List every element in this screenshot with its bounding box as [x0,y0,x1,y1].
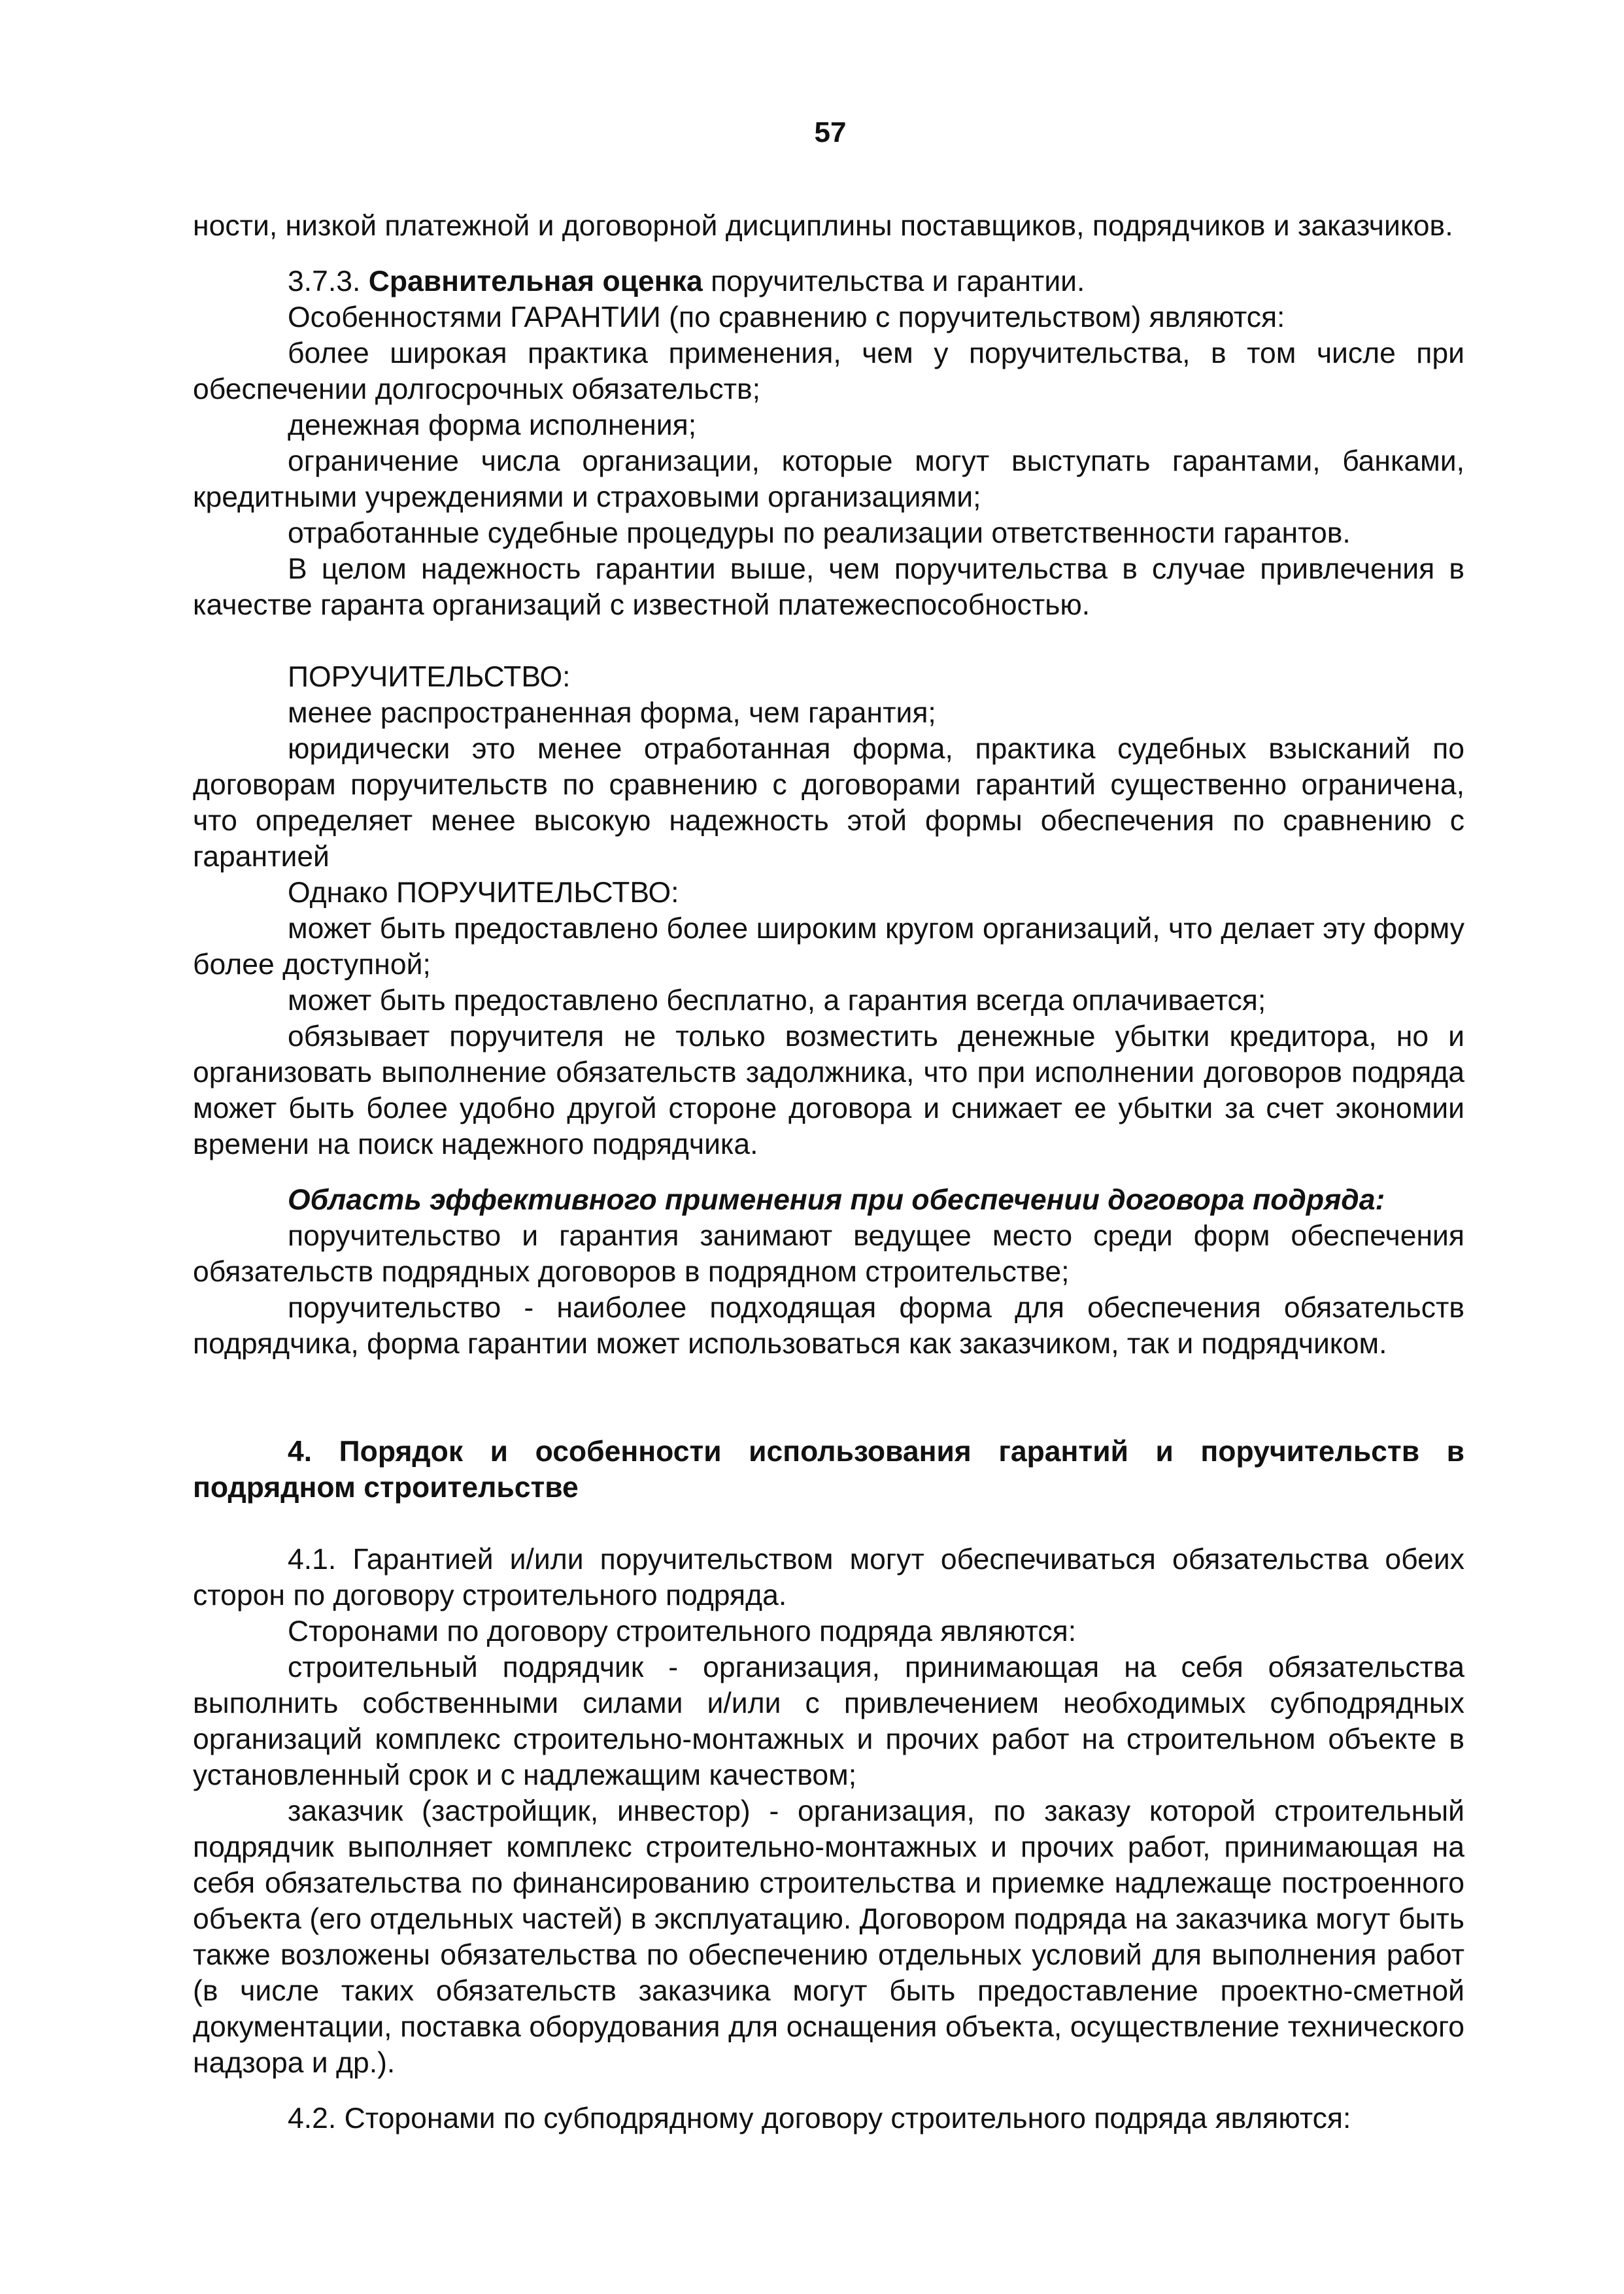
section-title-bold: Сравнительная оценка [368,265,703,297]
clause-4-2: 4.2. Сторонами по субподрядному договору строительного подряда являются: [288,2102,1351,2134]
suretyship-point-2: юридически это менее отработанная форма, практика судебных взысканий по договорам поручительств по сравнению с договорами гарантий существенно ограничена, что определяет менее высокую надежность этой формы обеспечения по сравнению с гарантией [193,733,1464,873]
suretyship-point-1: менее распространенная форма, чем гарантия; [288,697,936,729]
section-number: 3.7.3. [288,265,361,297]
suretyship-heading: ПОРУЧИТЕЛЬСТВО: [288,661,571,693]
paragraph-continuation: ности, низкой платежной и договорной дисциплины поставщиков, подрядчиков и заказчиков. [193,210,1453,242]
section-heading-3-7-3 [193,263,1464,299]
guarantee-features-intro: Особенностями ГАРАНТИИ (по сравнению с поручительством) являются: [288,301,1285,333]
application-area-point-2: поручительство - наиболее подходящая форма для обеспечения обязательств подрядчика, форма гарантии может использоваться как заказчиком, так и подрядчиком. [193,1292,1464,1360]
clause-4-1: 4.1. Гарантией и/или поручительством могут обеспечиваться обязательства обеих сторон по договору строительного подряда. [193,1543,1464,1611]
guarantee-conclusion: В целом надежность гарантии выше, чем поручительства в случае привлечения в качестве гаранта организаций с известной платежеспособностью. [193,553,1464,621]
chapter-4-heading: 4. Порядок и особенности использования гарантий и поручительств в подрядном строительстве [193,1436,1464,1504]
guarantee-feature-2: денежная форма исполнения; [288,409,697,441]
guarantee-feature-3: ограничение числа организации, которые могут выступать гарантами, банками, кредитными учреждениями и страховыми организациями; [193,445,1464,513]
suretyship-however: Однако ПОРУЧИТЕЛЬСТВО: [288,877,679,909]
section-title-rest: поручительства и гарантии. [711,265,1085,297]
application-area-heading: Область эффективного применения при обеспечении договора подряда: [288,1184,1385,1216]
suretyship-advantage-2: может быть предоставлено бесплатно, а гарантия всегда оплачивается; [288,985,1266,1017]
party-contractor: строительный подрядчик - организация, принимающая на себя обязательства выполнить собственными силами и/или с привлечением необходимых субподрядных организаций комплекс строительно-монтажных и прочих работ на строительном объекте в установленный срок и с надлежащим качеством; [193,1651,1464,1791]
page-number: 57 [814,116,847,148]
guarantee-feature-4: отработанные судебные процедуры по реализации ответственности гарантов. [288,517,1351,549]
party-customer: заказчик (застройщик, инвестор) - организация, по заказу которой строительный подрядчик выполняет комплекс строительно-монтажных и прочих работ, принимающая на себя обязательства по финансированию строительства и приемке надлежаще построенного объекта (его отдельных частей) в эксплуатацию. Договором подряда на заказчика могут быть также возложены обязательства по обеспечению отдельных условий для выполнения работ (в числе таких обязательств заказчика могут быть предоставление проектно-сметной документации, поставка оборудования для оснащения объекта, осуществление технического надзора и др.). [193,1795,1464,2079]
application-area-point-1: поручительство и гарантия занимают ведущее место среди форм обеспечения обязательств подрядных договоров в подрядном строительстве; [193,1220,1464,1288]
suretyship-advantage-1: может быть предоставлено более широким кругом организаций, что делает эту форму более доступной; [193,913,1464,981]
parties-intro: Сторонами по договору строительного подряда являются: [288,1615,1077,1647]
document-body [193,208,1464,2136]
suretyship-advantage-3: обязывает поручителя не только возместить денежные убытки кредитора, но и организовать выполнение обязательств задолжника, что при исполнении договоров подряда может быть более удобно другой стороне договора и снижает ее убытки за счет экономии времени на поиск надежного подрядчика. [193,1020,1464,1160]
guarantee-feature-1: более широкая практика применения, чем у поручительства, в том числе при обеспечении долгосрочных обязательств; [193,337,1464,405]
